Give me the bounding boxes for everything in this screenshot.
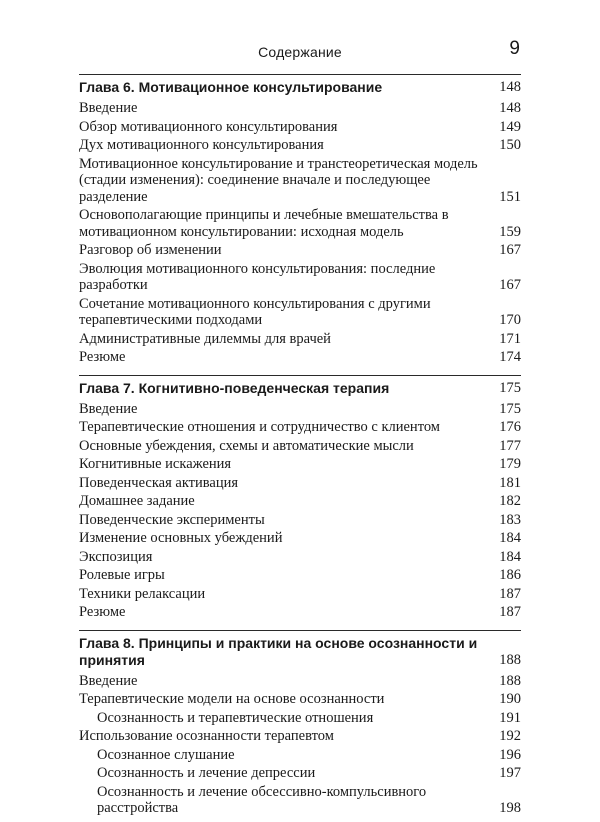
chapter-section [79,70,521,371]
toc-entry[interactable] [79,348,521,367]
toc-subentry[interactable] [79,746,521,765]
entry-title: Изменение основных убеждений [79,530,283,546]
entry-page: 187 [499,604,521,620]
entry-title: Поведенческие эксперименты [79,511,265,528]
toc-entry[interactable] [79,260,521,295]
entry-title: Основные убеждения, схемы и автоматические мысли [79,437,414,454]
entry-title: Когнитивные искажения [79,456,232,472]
toc-entry[interactable] [79,99,521,118]
entry-page: 181 [499,474,521,491]
toc-entry[interactable] [79,118,521,137]
toc-entry[interactable] [79,672,521,691]
entry-page: 192 [499,728,521,744]
entry-page: 183 [499,511,521,528]
entry-page: 187 [499,585,521,602]
chapter-heading[interactable] [79,75,521,96]
entry-page: 182 [499,493,521,509]
running-title: Содержание [258,44,342,60]
entry-title: Ролевые игры [79,567,165,583]
entry-title: Экспозиция [79,548,153,565]
toc-entry[interactable] [79,548,521,567]
toc-entry[interactable] [79,690,521,709]
entry-page: 167 [499,242,521,258]
entry-page: 188 [499,672,521,689]
toc-subentry[interactable] [79,709,521,728]
entry-page: 159 [499,223,521,240]
entry-title: Мотивационное консультирование и транстеоретическая модель (стадии изменения): соединение вначале и последующее разделение [79,155,478,205]
toc-entry[interactable] [79,400,521,419]
entry-title: Осознанное слушание [97,746,235,763]
entry-title: Осознанность и терапевтические отношения [97,709,374,726]
toc-entry[interactable] [79,455,521,474]
chapter-section [79,626,521,822]
toc-entry[interactable] [79,529,521,548]
entry-page: 197 [499,765,521,781]
chapter-title: Глава 6. Мотивационное консультирование [79,79,383,95]
entry-title: Дух мотивационного консультирования [79,137,324,153]
entry-title: Сочетание мотивационного консультирования с другими терапевтическими подходами [79,295,431,328]
toc-entry[interactable] [79,136,521,155]
entry-title: Техники релаксации [79,585,206,602]
entry-title: Осознанность и лечение обсессивно-компульсивного расстройства [97,783,427,816]
chapter-heading[interactable] [79,376,521,397]
chapter-page: 175 [499,379,521,396]
chapter-section [79,371,521,626]
entry-page: 167 [499,277,521,293]
entry-page: 175 [499,400,521,417]
toc-entry[interactable] [79,155,521,207]
chapter-page: 188 [499,651,521,668]
entry-page: 177 [499,437,521,454]
entry-page: 198 [499,800,521,816]
entry-title: Введение [79,672,138,689]
entry-title: Поведенческая активация [79,474,239,491]
entry-title: Эволюция мотивационного консультирования: последние разработки [79,260,436,293]
entry-title: Терапевтические отношения и сотрудничество с клиентом [79,419,440,435]
chapter-title: Глава 7. Когнитивно-поведенческая терапия [79,379,390,396]
toc-entry[interactable] [79,727,521,746]
page-number: 9 [509,38,520,59]
entry-page: 176 [499,419,521,435]
entry-page: 148 [499,100,521,116]
toc-entry[interactable] [79,295,521,330]
entry-page: 196 [499,746,521,763]
table-of-contents [79,70,521,822]
chapter-heading[interactable] [79,631,521,669]
entry-page: 190 [499,691,521,707]
entry-title: Введение [79,400,138,417]
entry-title: Домашнее задание [79,493,195,509]
entry-page: 191 [499,709,521,726]
entry-title: Введение [79,100,138,116]
entry-page: 184 [499,530,521,546]
toc-entry[interactable] [79,437,521,456]
toc-subentry[interactable] [79,783,521,818]
toc-entry[interactable] [79,418,521,437]
toc-subentry[interactable] [79,764,521,783]
entry-page: 149 [499,118,521,135]
entry-title: Основополагающие принципы и лечебные вмешательства в мотивационном консультировании: исходная модель [79,207,449,240]
entry-title: Использование осознанности терапевтом [79,728,334,744]
entry-page: 179 [499,456,521,472]
toc-entry[interactable] [79,492,521,511]
entry-title: Обзор мотивационного консультирования [79,118,338,135]
entry-title: Резюме [79,604,126,620]
entry-page: 170 [499,312,521,328]
entry-title: Терапевтические модели на основе осознанности [79,691,385,707]
toc-entry[interactable] [79,474,521,493]
entry-page: 171 [499,330,521,347]
toc-entry[interactable] [79,241,521,260]
chapter-page: 148 [499,79,521,95]
entry-page: 150 [499,137,521,153]
toc-entry[interactable] [79,566,521,585]
chapter-title: Глава 8. Принципы и практики на основе осознанности и принятия [79,634,478,668]
toc-entry[interactable] [79,603,521,622]
entry-title: Осознанность и лечение депрессии [97,765,316,781]
entry-title: Разговор об изменении [79,242,222,258]
toc-entry[interactable] [79,330,521,349]
toc-entry[interactable] [79,585,521,604]
entry-title: Административные дилеммы для врачей [79,330,331,347]
entry-page: 174 [499,349,521,365]
entry-title: Резюме [79,349,126,365]
entry-page: 151 [499,188,521,205]
entry-page: 184 [499,548,521,565]
toc-entry[interactable] [79,206,521,241]
toc-entry[interactable] [79,511,521,530]
entry-page: 186 [499,567,521,583]
running-head [0,38,600,62]
